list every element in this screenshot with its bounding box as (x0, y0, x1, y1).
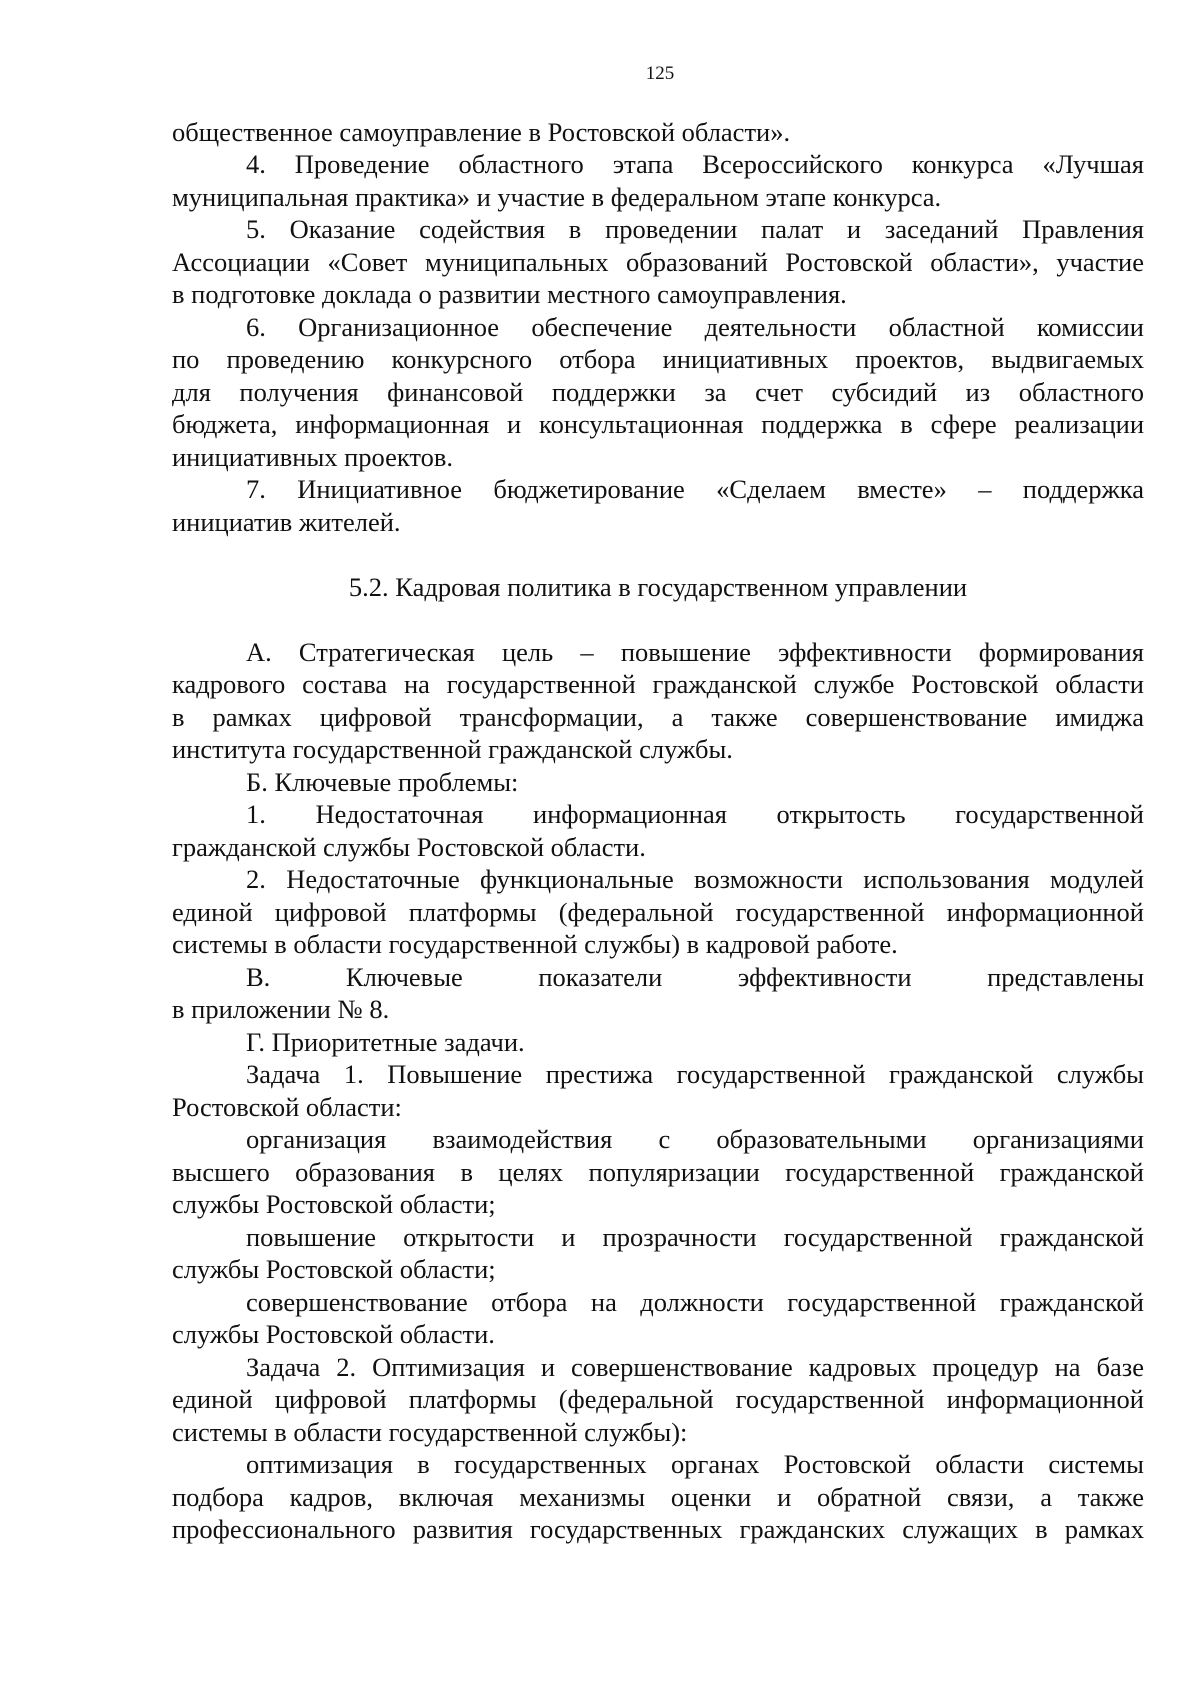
text-line: единой цифровой платформы (федеральной государственной информационной (172, 1384, 1144, 1414)
text-line: системы в области государственной службы): (172, 1417, 688, 1447)
text-line: 5. Оказание содействия в проведении палат и заседаний Правления (246, 214, 1144, 244)
text-line: инициатив жителей. (172, 507, 401, 537)
text-line: Задача 1. Повышение престижа государственной гражданской службы (246, 1059, 1144, 1089)
text-line: 7. Инициативное бюджетирование «Сделаем вместе» – поддержка (246, 474, 1144, 504)
text-line: в рамках цифровой трансформации, а также совершенствование имиджа (172, 702, 1144, 732)
text-line: совершенствование отбора на должности государственной гражданской (246, 1287, 1144, 1317)
text-line: 1. Недостаточная информационная открытость государственной (246, 799, 1144, 829)
text-line: Б. Ключевые проблемы: (246, 767, 519, 797)
text-line: по проведению конкурсного отбора инициативных проектов, выдвигаемых (172, 344, 1144, 374)
text-line: подбора кадров, включая механизмы оценки и обратной связи, а также (172, 1482, 1144, 1512)
text-line: бюджета, информационная и консультационная поддержка в сфере реализации (172, 409, 1144, 439)
text-line: системы в области государственной службы) в кадровой работе. (172, 929, 898, 959)
text-line: 6. Организационное обеспечение деятельности областной комиссии (246, 312, 1144, 342)
text-line: службы Ростовской области. (172, 1319, 495, 1349)
text-line: института государственной гражданской службы. (172, 734, 733, 764)
text-line: организация взаимодействия с образовательными организациями (246, 1124, 1144, 1154)
text-line: кадрового состава на государственной гражданской службе Ростовской области (172, 669, 1144, 699)
text-line: Г. Приоритетные задачи. (246, 1027, 525, 1057)
text-line: в подготовке доклада о развитии местного самоуправления. (172, 279, 847, 309)
text-line: службы Ростовской области; (172, 1254, 496, 1284)
page-number: 125 (645, 63, 675, 84)
text-line: высшего образования в целях популяризации государственной гражданской (172, 1157, 1144, 1187)
text-line: 2. Недостаточные функциональные возможности использования модулей (246, 864, 1144, 894)
text-line: повышение открытости и прозрачности государственной гражданской (246, 1222, 1144, 1252)
text-line: гражданской службы Ростовской области. (172, 832, 646, 862)
text-line: для получения финансовой поддержки за счет субсидий из областного (172, 377, 1144, 407)
text-line: муниципальная практика» и участие в федеральном этапе конкурса. (172, 182, 942, 212)
text-line: общественное самоуправление в Ростовской области». (172, 117, 791, 147)
text-line: службы Ростовской области; (172, 1189, 496, 1219)
text-line: 4. Проведение областного этапа Всероссийского конкурса «Лучшая (246, 149, 1144, 179)
text-line: В. Ключевые показатели эффективности представлены (246, 962, 1144, 992)
text-line: Задача 2. Оптимизация и совершенствование кадровых процедур на базе (246, 1352, 1144, 1382)
section-heading: 5.2. Кадровая политика в государственном управлении (348, 572, 968, 602)
text-line: в приложении № 8. (172, 994, 390, 1024)
text-line: единой цифровой платформы (федеральной государственной информационной (172, 897, 1144, 927)
text-line: Ростовской области: (172, 1092, 402, 1122)
text-line: инициативных проектов. (172, 442, 454, 472)
text-line: оптимизация в государственных органах Ростовской области системы (246, 1449, 1144, 1479)
text-line: Ассоциации «Совет муниципальных образований Ростовской области», участие (172, 247, 1144, 277)
text-line: профессионального развития государственных гражданских служащих в рамках (172, 1514, 1144, 1544)
text-line: А. Стратегическая цель – повышение эффективности формирования (246, 637, 1144, 667)
